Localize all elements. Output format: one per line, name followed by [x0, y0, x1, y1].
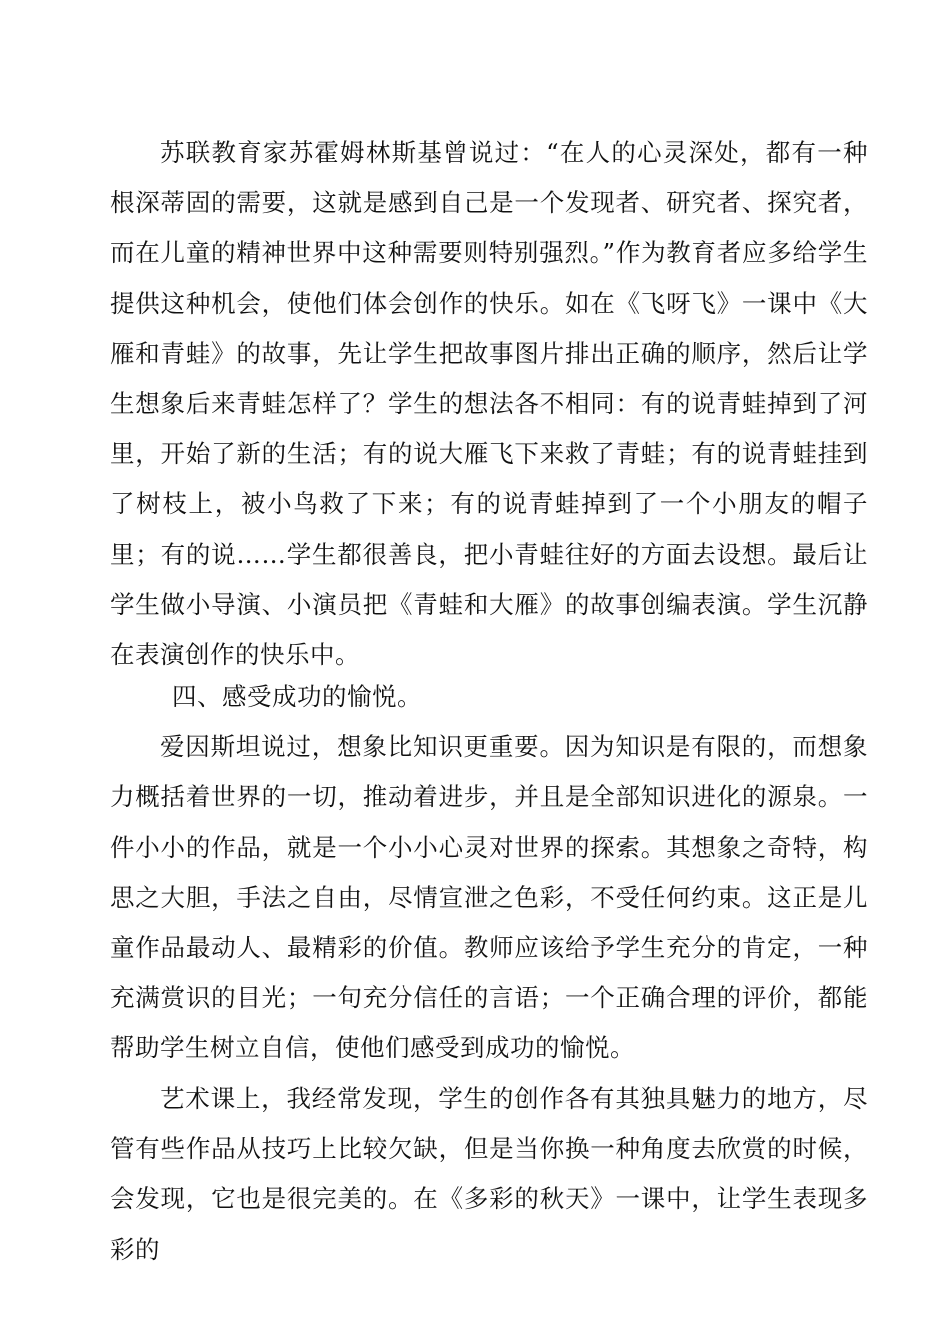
- paragraph-sukhomlinsky-quote: 苏联教育家苏霍姆林斯基曾说过：“在人的心灵深处，都有一种根深蒂固的需要，这就是感到自己是一个发现者、研究者、探究者，而在儿童的精神世界中这种需要则特别强烈。”作为教育者应多给学生提供这种机会，使他们体会创作的快乐。如在《飞呀飞》一课中《大雁和青蛙》的故事，先让学生把故事图片排出正确的顺序，然后让学生想象后来青蛙怎样了？学生的想法各不相同：有的说青蛙掉到了河里，开始了新的生活；有的说大雁飞下来救了青蛙；有的说青蛙挂到了树枝上，被小鸟救了下来；有的说青蛙掉到了一个小朋友的帽子里；有的说……学生都很善良，把小青蛙往好的方面去设想。最后让学生做小导演、小演员把《青蛙和大雁》的故事创编表演。学生沉静在表演创作的快乐中。: [110, 138, 868, 670]
- body-text-block: [110, 128, 868, 680]
- paragraph-einstein-quote: 爱因斯坦说过，想象比知识更重要。因为知识是有限的，而想象力概括着世界的一切，推动着进步，并且是全部知识进化的源泉。一件小小的作品，就是一个小小心灵对世界的探索。其想象之奇特，构思之大胆，手法之自由，尽情宣泄之色彩，不受任何约束。这正是儿童作品最动人、最精彩的价值。教师应该给予学生充分的肯定，一种充满赏识的目光；一句充分信任的言语；一个正确合理的评价，都能帮助学生树立自信，使他们感受到成功的愉悦。: [110, 732, 868, 1063]
- body-text-block: [110, 672, 868, 1074]
- paragraph-art-class: 艺术课上，我经常发现，学生的创作各有其独具魅力的地方，尽管有些作品从技巧上比较欠缺，但是当你换一种角度去欣赏的时候，会发现，它也是很完美的。在《多彩的秋天》一课中，让学生表现多彩的: [110, 1084, 868, 1264]
- section-heading: 四、感受成功的愉悦。: [172, 682, 422, 711]
- body-text-block: [110, 1074, 868, 1275]
